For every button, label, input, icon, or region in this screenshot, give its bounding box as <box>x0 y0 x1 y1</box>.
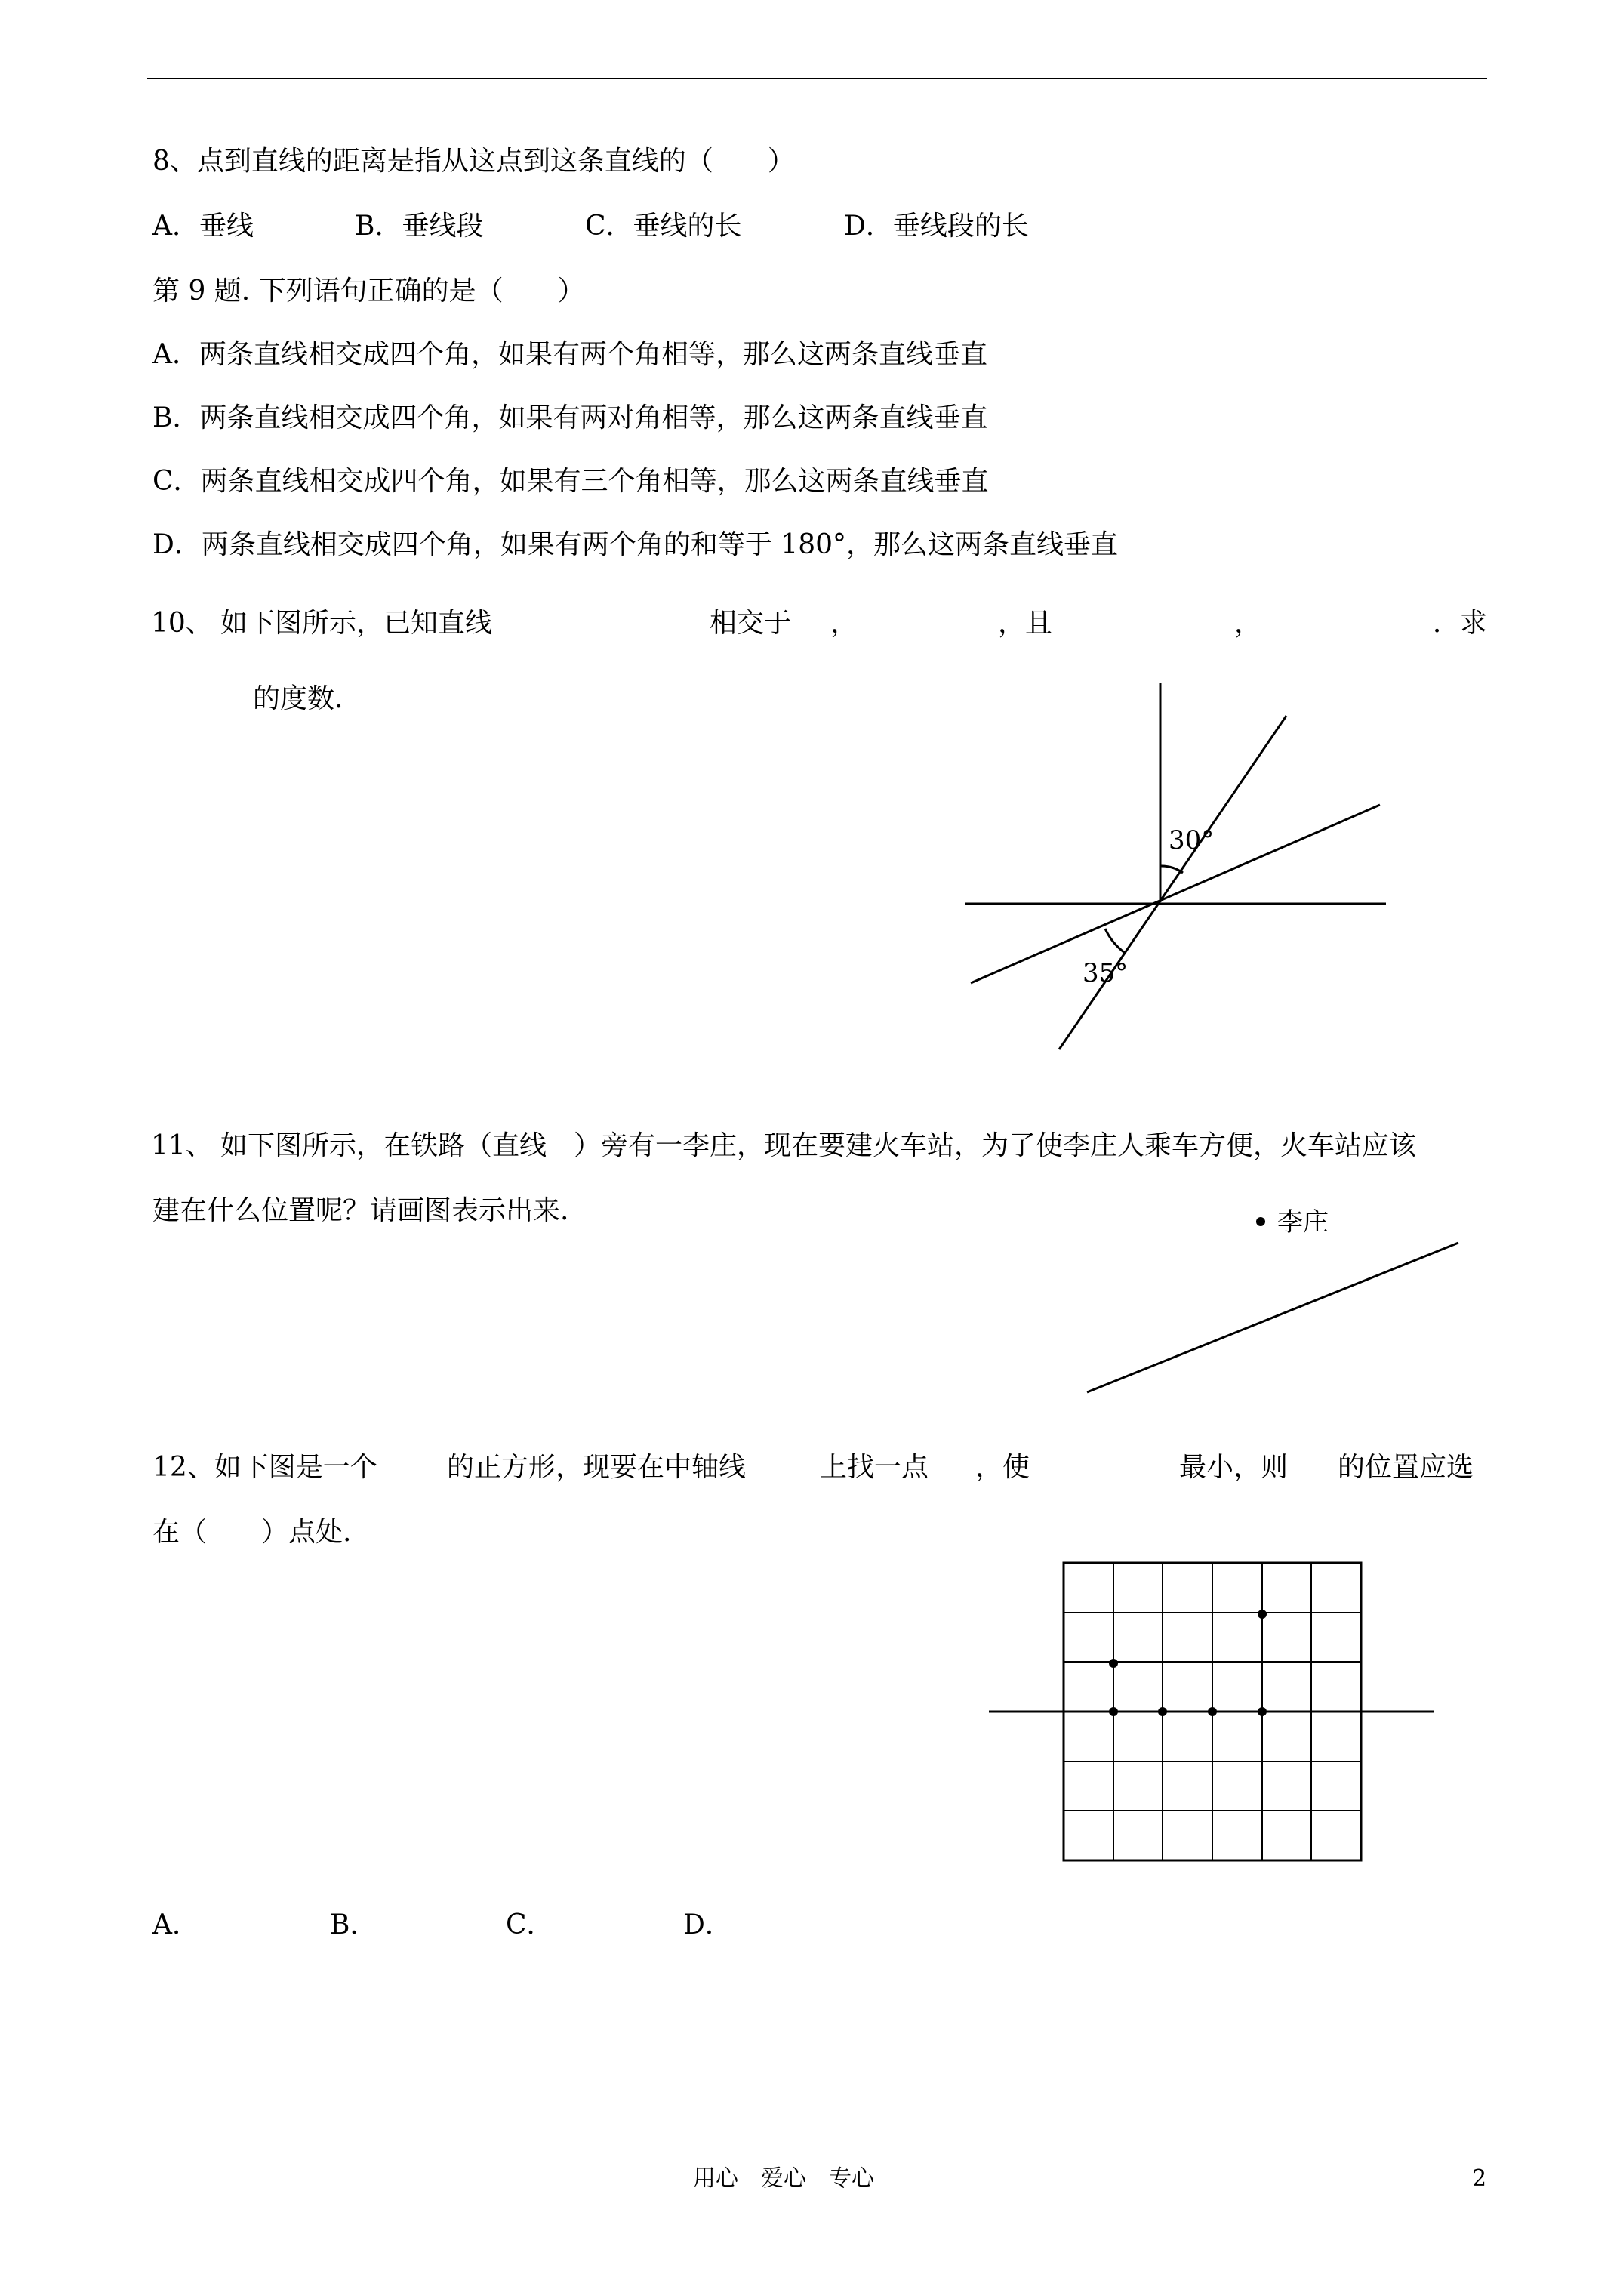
q8-stem: 8、点到直线的距离是指从这点到这条直线的（ ） <box>152 146 795 177</box>
q12-option-a: A． <box>152 1909 199 1940</box>
q10-text-line2: 的度数. <box>253 683 343 714</box>
point-axis-2 <box>1158 1707 1167 1716</box>
q8-option-b: B．垂线段 <box>355 211 484 242</box>
q12-text-3: 上找一点 <box>820 1452 929 1483</box>
q12-text-line2: 在（ ）点处. <box>152 1517 352 1548</box>
q12-text-5: 最小，则 <box>1179 1452 1289 1483</box>
q12-option-b: B． <box>330 1909 377 1940</box>
point-upper-left <box>1109 1659 1118 1668</box>
q8-option-c: C．垂线的长 <box>585 211 742 242</box>
q12-text-4: ，使 <box>975 1452 1030 1483</box>
q11-text-line2: 建在什么位置呢？请画图表示出来. <box>152 1195 569 1226</box>
q12-option-d: D． <box>683 1909 732 1940</box>
q12-option-c: C． <box>506 1909 554 1940</box>
q12-text-2: 的正方形，现要在中轴线 <box>447 1452 747 1483</box>
q10-text-6: ．求 <box>1433 608 1488 639</box>
q9-option-c: C．两条直线相交成四个角，如果有三个角相等，那么这两条直线垂直 <box>152 466 989 497</box>
q10-text-1: 如下图所示，已知直线 <box>220 608 493 639</box>
q11-text-line1: 如下图所示，在铁路（直线 ）旁有一李庄，现在要建火车站，为了使李庄人乘车方便，火车站应该 <box>220 1130 1417 1161</box>
angle-label-35: 35° <box>1083 958 1129 988</box>
q10-text-2: 相交于 <box>710 608 792 639</box>
q12-text-1: 12、如下图是一个 <box>152 1452 377 1483</box>
point-axis-4 <box>1258 1707 1267 1716</box>
footer-motto: 用心 爱心 专心 <box>693 2165 874 2192</box>
q10-label: 10、 <box>151 608 213 639</box>
q8-option-d: D．垂线段的长 <box>844 211 1029 242</box>
q9-option-b: B．两条直线相交成四个角，如果有两对角相等，那么这两条直线垂直 <box>152 402 988 433</box>
q11-label: 11、 <box>151 1130 213 1161</box>
q9-option-a: A．两条直线相交成四个角，如果有两个角相等，那么这两条直线垂直 <box>152 339 987 370</box>
q12-text-6: 的位置应选 <box>1338 1452 1474 1483</box>
q10-text-5: ， <box>1234 608 1262 639</box>
q9-stem: 第 9 题. 下列语句正确的是（ ） <box>152 276 585 307</box>
q8-option-a: A．垂线 <box>152 211 254 242</box>
point-upper-right <box>1258 1610 1267 1619</box>
angle-label-30: 30° <box>1169 825 1215 855</box>
q10-text-3: ， <box>830 608 858 639</box>
village-label: 李庄 <box>1277 1207 1329 1237</box>
page-number: 2 <box>1472 2165 1487 2192</box>
point-axis-3 <box>1208 1707 1217 1716</box>
q10-text-4: ，且 <box>998 608 1053 639</box>
q9-option-d: D．两条直线相交成四个角，如果有两个角的和等于 180°，那么这两条直线垂直 <box>152 529 1119 560</box>
point-axis-1 <box>1109 1707 1118 1716</box>
